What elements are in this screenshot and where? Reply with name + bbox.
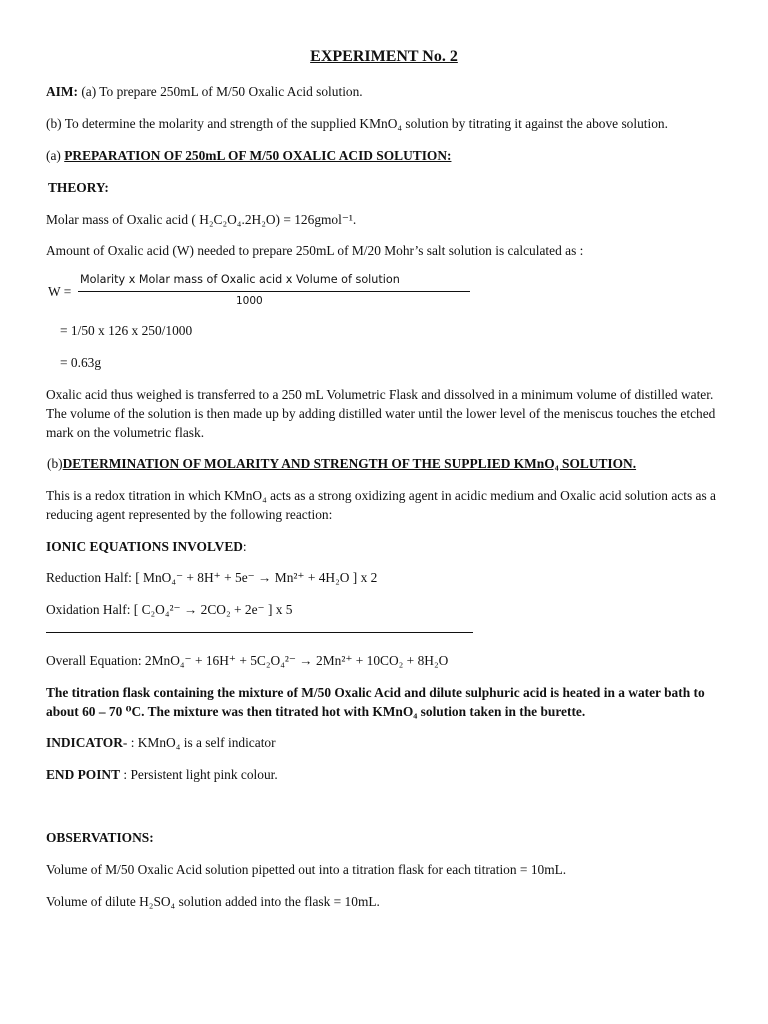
aim-label: AIM: bbox=[46, 84, 78, 99]
indicator-line bbox=[46, 734, 276, 752]
aim-text-b: (b) To determine the molarity and strength of the supplied KMnO₄ solution by titrating it against the above solution. bbox=[46, 116, 668, 131]
aim-text-a: (a) To prepare 250mL of M/50 Oxalic Acid solution. bbox=[77, 84, 363, 99]
section-b-heading bbox=[47, 455, 636, 473]
dissolve-paragraph: Oxalic acid thus weighed is transferred to a 250 mL Volumetric Flask and dissolved in a minimum volume of distilled water. The volume of the solution is then made up by adding distilled water until the lower level of the meniscus touches the etched mark on the volumetric flask. bbox=[46, 387, 716, 440]
amount-line: Amount of Oxalic acid (W) needed to prepare 250mL of M/20 Mohr’s salt solution is calculated as : bbox=[46, 243, 584, 258]
section-b-prefix: (b) bbox=[47, 456, 63, 471]
redox-paragraph: This is a redox titration in which KMnO₄ acts as a strong oxidizing agent in acidic medium and Oxalic acid solution acts as a reducing agent represented by the following reaction: bbox=[46, 488, 716, 522]
observations-heading bbox=[46, 829, 154, 847]
fraction-bar bbox=[78, 291, 470, 292]
section-b-title: DETERMINATION OF MOLARITY AND STRENGTH OF THE SUPPLIED KMnO₄ SOLUTION. bbox=[62, 456, 637, 471]
observation-2: Volume of dilute H₂SO₄ solution added into the flask = 10mL. bbox=[46, 894, 380, 909]
indicator-label: INDICATOR bbox=[46, 735, 123, 750]
end-point-text: : Persistent light pink colour. bbox=[120, 767, 278, 782]
aim-line-a bbox=[46, 83, 363, 101]
overall-equation: Overall Equation: 2MnO₄⁻ + 16H⁺ + 5C₂O₄²⁻ → 2Mn²⁺ + 10CO₂ + 8H₂O bbox=[46, 653, 449, 668]
indicator-text: - : KMnO₄ is a self indicator bbox=[122, 735, 276, 750]
end-point-label: END POINT bbox=[46, 767, 121, 782]
ionic-label: IONIC EQUATIONS INVOLVED bbox=[46, 539, 243, 554]
formula-denominator: 1000 bbox=[236, 295, 263, 307]
reduction-half-equation: Reduction Half: [ MnO₄⁻ + 8H⁺ + 5e⁻ → Mn²⁺ + 4H₂O ] x 2 bbox=[46, 570, 378, 585]
ionic-colon: : bbox=[242, 539, 247, 554]
observations-label: OBSERVATIONS: bbox=[46, 830, 154, 845]
equation-divider bbox=[46, 632, 473, 633]
formula-lhs: W = bbox=[48, 284, 72, 299]
end-point-line bbox=[46, 766, 278, 784]
ionic-heading bbox=[46, 538, 247, 556]
section-a-title: PREPARATION OF 250mL OF M/50 OXALIC ACID SOLUTION: bbox=[64, 148, 452, 163]
page-title: EXPERIMENT No. 2 bbox=[310, 48, 458, 65]
formula-fraction bbox=[46, 270, 446, 310]
calc-step-1: = 1/50 x 126 x 250/1000 bbox=[60, 323, 193, 338]
section-a-prefix: (a) bbox=[46, 148, 65, 163]
theory-label: THEORY: bbox=[48, 180, 109, 195]
section-a-heading bbox=[46, 147, 451, 165]
oxidation-half-equation: Oxidation Half: [ C₂O₄²⁻ → 2CO₂ + 2e⁻ ] x 5 bbox=[46, 602, 293, 617]
molar-mass-line: Molar mass of Oxalic acid ( H₂C₂O₄.2H₂O) = 126gmol⁻¹. bbox=[46, 212, 357, 227]
formula-numerator: Molarity x Molar mass of Oxalic acid x Volume of solution bbox=[80, 273, 400, 286]
calc-step-2: = 0.63g bbox=[60, 355, 102, 370]
observation-1: Volume of M/50 Oxalic Acid solution pipetted out into a titration flask for each titration = 10mL. bbox=[46, 862, 567, 877]
titration-paragraph: The titration flask containing the mixture of M/50 Oxalic Acid and dilute sulphuric acid is heated in a water bath to about 60 – 70 ⁰C. The mixture was then titrated hot with KMnO₄ solution taken in the burette. bbox=[46, 685, 705, 719]
theory-heading bbox=[48, 179, 109, 197]
